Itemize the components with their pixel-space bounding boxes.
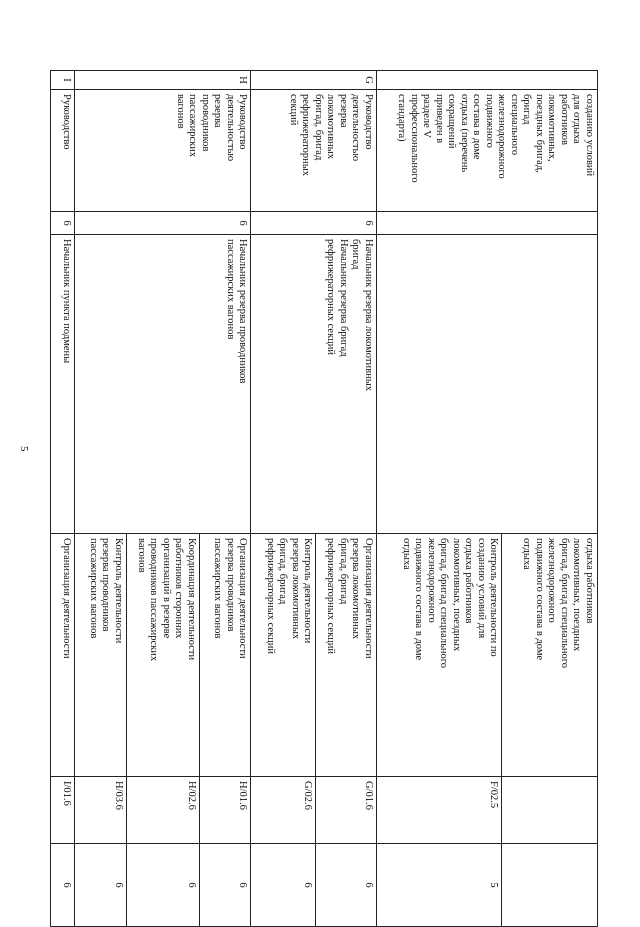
labor-function-code: I/01.6 [51,777,75,844]
generalized-function-name-line: бригад, бригад [312,94,324,161]
position-names-line: бригад [350,239,362,270]
generalized-function-name-line: проводников [199,94,211,152]
generalized-function-name [376,90,597,212]
position-names [51,235,75,534]
labor-function-name-line: отдыха [521,538,533,570]
table-row [199,71,251,927]
labor-function-name-line: бригад, бригад [337,538,349,605]
labor-function-name-line: рефрижераторных секций [325,538,337,655]
labor-function-name [251,534,316,777]
generalized-function-name-line: секций [287,94,299,126]
generalized-function-name-line: стандарта) [396,94,408,142]
labor-function-name [376,534,502,777]
position-names-line: Начальник пункта подмены [60,239,72,364]
labor-function-level: 6 [126,844,199,927]
labor-function-name-line: пассажирских вагонов [87,538,99,639]
labor-function-code: F/02.5 [376,777,502,844]
labor-function-name-line: работников сторонних [173,538,185,639]
position-names-line: Начальник резерва бригад [337,239,349,357]
labor-function-name-line: подвижного состава в доме [534,538,545,661]
generalized-function-name [51,90,75,212]
labor-function-name-line: Организация деятельности [60,538,72,659]
labor-function-name-line: вагонов [135,538,147,573]
generalized-function-name-line: деятельностью [350,94,362,162]
position-names [376,235,597,534]
labor-function-name-line: резерва локомотивных [350,538,362,640]
labor-function-name-line: бригад, бригад [277,538,289,605]
table-row [316,71,376,927]
labor-function-name-line: железнодорожного [425,538,437,623]
labor-function-name [502,534,598,777]
labor-function-name-line: Контроль деятельности [112,538,124,644]
labor-function-name-line: резерва проводников [224,538,236,632]
generalized-function-name-line: отдыха (перечень [459,94,470,173]
labor-function-name-line: Контроль деятельности [302,538,314,644]
labor-function-level: 6 [74,844,126,927]
qualification-level: 6 [251,212,376,235]
labor-function-level: 6 [199,844,251,927]
labor-function-code [502,777,598,844]
labor-function-name-line: организаций в резерве [160,538,172,639]
generalized-function-name-line: локомотивных [325,94,337,159]
position-names-line: Начальник резерва локомотивных [362,239,374,392]
generalized-function-name-line: резерва [337,94,349,128]
generalized-function-name [251,90,376,212]
generalized-function-name-line: локомотивных, [546,94,558,162]
generalized-function-name [74,90,251,212]
labor-function-name [316,534,376,777]
generalized-function-code: I [51,71,75,90]
generalized-function-name-line: профессионального [409,94,420,183]
labor-function-name-line: пассажирских вагонов [212,538,224,639]
qualification-level: 6 [74,212,251,235]
labor-function-level [502,844,598,927]
functions-table-wrapper [50,70,598,888]
page-number: 5 [18,446,30,452]
table-row [502,71,598,927]
generalized-function-name-line: Руководство [237,94,249,150]
labor-function-name [126,534,199,777]
generalized-function-name-line: разделе V [421,94,433,138]
labor-function-name-line: Координация деятельности [185,538,197,661]
labor-function-name-line: железнодорожного [546,538,558,623]
generalized-function-code: G [251,71,376,90]
labor-function-code: H/03.6 [74,777,126,844]
generalized-function-name-line: Руководство [60,94,72,150]
labor-function-name-line: бригад, бригад специального [559,538,570,669]
generalized-function-name-line: Руководство [362,94,374,150]
generalized-function-name-line: рефрижераторных [300,94,312,177]
generalized-function-code [376,71,597,90]
generalized-function-name-line: резерва [212,94,224,128]
labor-function-code: G/02.6 [251,777,316,844]
generalized-function-name-line: сокращений [446,94,458,149]
labor-function-name-line: Организация деятельности [237,538,249,659]
generalized-function-name-line: бригад [521,94,533,125]
generalized-function-name-line: созданию условий [584,94,595,177]
labor-function-name-line: отдыха работников [584,538,595,624]
table-row [51,71,75,927]
labor-function-name-line: бригад, бригад специального [438,538,450,669]
generalized-function-code: H [74,71,251,90]
generalized-function-name-line: поездных бригад, [534,94,545,173]
labor-function-name-line: Контроль деятельности по [488,538,500,657]
position-names-line: пассажирских вагонов [224,239,236,340]
labor-function-name-line: локомотивных, поездных [571,538,583,652]
labor-function-name-line: созданию условий для [475,538,487,639]
labor-function-name-line: резерва локомотивных [289,538,301,640]
generalized-function-name-line: для отдыха [571,94,583,144]
position-names [251,235,376,534]
labor-function-name-line: отдыха [400,538,412,570]
labor-function-level: 6 [51,844,75,927]
labor-function-name [199,534,251,777]
generalized-function-name-line: приведен в [434,94,445,144]
labor-function-level: 6 [316,844,376,927]
position-names-line: Начальник резерва проводников [237,239,249,384]
generalized-function-name-line: подвижного [484,94,495,148]
position-names [74,235,251,534]
generalized-function-name-line: вагонов [174,94,186,129]
labor-function-level: 5 [376,844,502,927]
labor-function-name-line: проводников пассажирских [148,538,160,662]
generalized-function-name-line: состава в доме [471,94,483,160]
labor-function-name-line: подвижного состава в доме [413,538,425,661]
qualification-level [376,212,597,235]
labor-functions-table [50,70,598,927]
labor-function-name [74,534,126,777]
generalized-function-name-line: деятельностью [224,94,236,162]
generalized-function-name-line: работников [559,94,570,145]
labor-function-name-line: отдыха работников [463,538,475,624]
labor-function-name-line: локомотивных, поездных [450,538,462,652]
labor-function-code: G/01.6 [316,777,376,844]
labor-function-name-line: резерва проводников [100,538,112,632]
labor-function-name-line: Организация деятельности [362,538,374,659]
qualification-level: 6 [51,212,75,235]
generalized-function-name-line: пассажирских [187,94,199,158]
labor-function-code: H/01.6 [199,777,251,844]
generalized-function-name-line: железнодорожного [496,94,508,179]
labor-function-level: 6 [251,844,316,927]
labor-function-name-line: рефрижераторных секций [264,538,276,655]
labor-function-name [51,534,75,777]
generalized-function-name-line: специального [509,94,520,156]
position-names-line: рефрижераторных секций [325,239,337,356]
labor-function-code: H/02.6 [126,777,199,844]
